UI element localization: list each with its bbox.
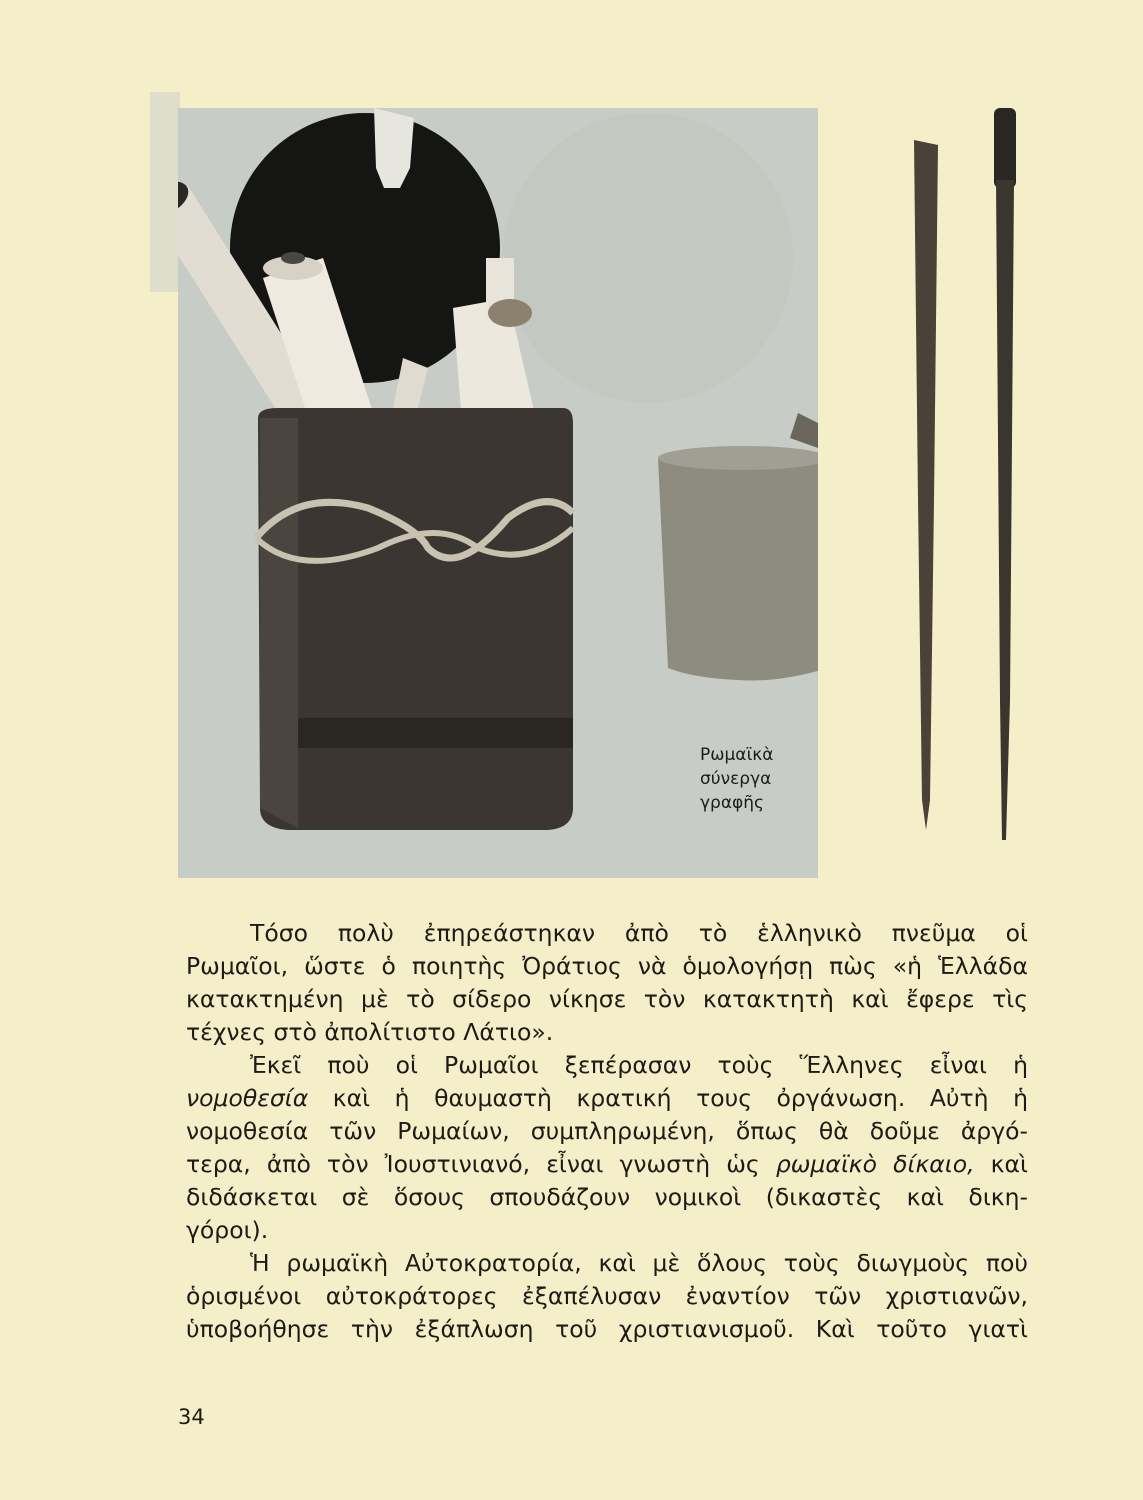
paragraph-3 [186,1247,1028,1346]
text-line: τέχνες στὸ ἀπολίτιστο Λάτιο». [186,1018,554,1046]
paragraph-2 [186,1049,1028,1247]
photo-shadow [150,92,180,292]
styli-photo [900,100,1050,860]
text-line [186,1082,1028,1115]
text-line: Ρωμαῖοι, ὥστε ὁ ποιητὴς Ὀράτιος νὰ ὁμολογήσῃ πὼς «ἡ Ἑλλάδα [186,952,1028,980]
text-line: ὑποβοήθησε τὴν ἐξάπλωση τοῦ χριστιανισμοῦ. Καὶ τοῦτο γιατὶ [186,1315,1028,1343]
caption-line: Ρωμαϊκὰ [700,745,774,765]
emphasis-legislation: νομοθεσία [186,1084,309,1112]
figure-caption [700,743,810,815]
text-line: Ἡ ρωμαϊκὴ Αὐτοκρατορία, καὶ μὲ ὅλους τοὺς διωγμοὺς ποὺ [250,1249,1028,1277]
text-line: ὁρισμένοι αὐτοκράτορες ἐξαπέλυσαν ἐναντίον τῶν χριστιανῶν, [186,1282,1028,1310]
text-line: γόροι). [186,1216,269,1244]
text-fragment: τερα, ἀπὸ τὸν Ἰουστινιανό, εἶναι γνωστὴ ὡς [186,1150,776,1178]
text-line: νομοθεσία τῶν Ρωμαίων, συμπληρωμένη, ὅπως θὰ δοῦμε ἀργό- [186,1117,1028,1145]
page-number: 34 [178,1405,205,1429]
paragraph-1 [186,917,1028,1049]
emphasis-roman-law: ρωμαϊκὸ δίκαιο, [775,1150,975,1178]
text-line: κατακτημένη μὲ τὸ σίδερο νίκησε τὸν κατακτητὴ καὶ ἔφερε τὶς [186,985,1028,1013]
caption-line: γραφῆς [700,793,765,813]
text-line: Τόσο πολὺ ἐπηρεάστηκαν ἀπὸ τὸ ἑλληνικὸ πνεῦμα οἱ [250,919,1028,947]
text-line: διδάσκεται σὲ ὅσους σπουδάζουν νομικοὶ (δικαστὲς καὶ δικη- [186,1183,1028,1211]
text-fragment: καὶ ἡ θαυμαστὴ κρατική τους ὀργάνωση. Αὐτὴ ἡ [308,1084,1028,1112]
text-line [186,1148,1028,1181]
caption-line: σύνεργα [700,769,772,789]
text-line: Ἐκεῖ ποὺ οἱ Ρωμαῖοι ξεπέρασαν τοὺς Ἕλληνες εἶναι ἡ [250,1051,1028,1079]
body-text [186,917,1028,1346]
text-fragment: καὶ [974,1150,1028,1178]
